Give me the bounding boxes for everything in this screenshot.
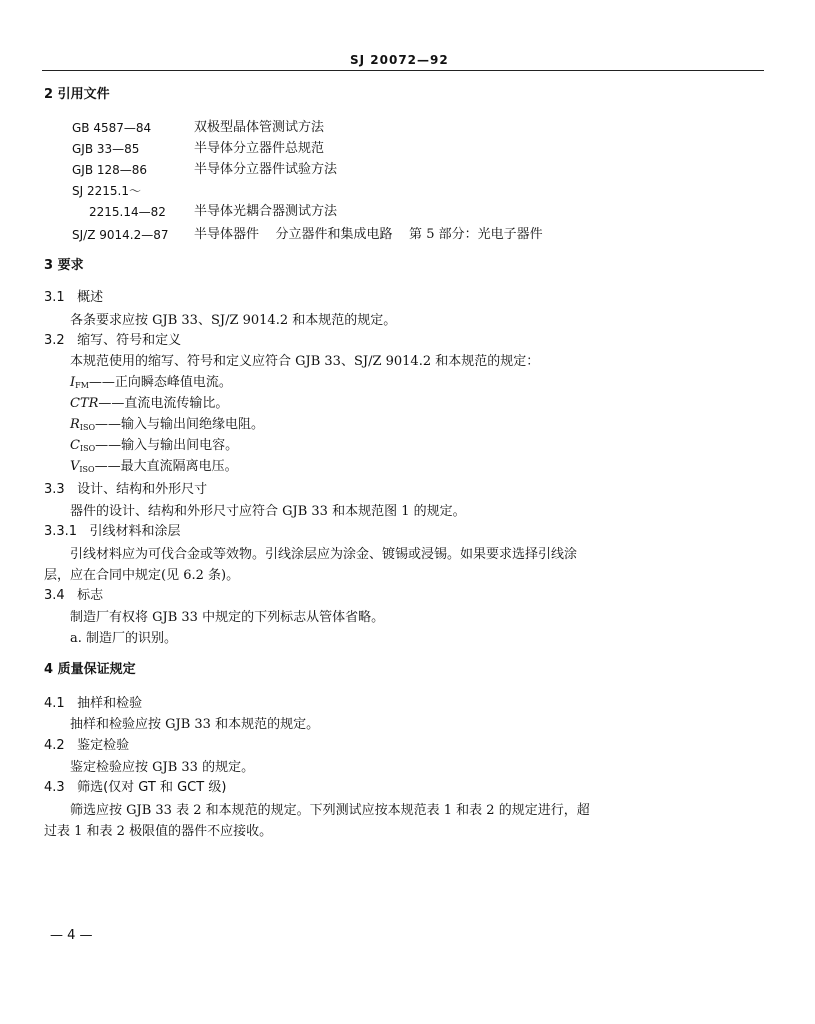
ref-code: 2215.14—82 (89, 205, 166, 219)
ref-code: SJ/Z 9014.2—87 (72, 228, 169, 242)
section-2-title: 2 引用文件 (44, 87, 110, 102)
ref-title: 半导体器件 分立器件和集成电路 第 5 部分：光电子器件 (194, 227, 543, 242)
heading-3-2: 3.2 缩写、符号和定义 (44, 333, 182, 348)
ref-code: GB 4587—84 (72, 121, 152, 135)
doc-number-header: SJ 20072—92 (350, 53, 449, 67)
ref-code: GJB 128—86 (72, 163, 148, 177)
paragraph: 器件的设计、结构和外形尺寸应符合 GJB 33 和本规范图 1 的规定。 (70, 504, 466, 519)
symbol: C (70, 438, 80, 453)
heading-4-1: 4.1 抽样和检验 (44, 696, 143, 711)
definition-text: ——正向瞬态峰值电流。 (88, 375, 232, 390)
section-3-title: 3 要求 (44, 258, 84, 273)
definition-text: ——最大直流隔离电压。 (94, 459, 238, 474)
paragraph: 鉴定检验应按 GJB 33 的规定。 (70, 760, 255, 775)
ref-title: 半导体分立器件试验方法 (194, 162, 338, 177)
ref-code: GJB 33—85 (72, 142, 140, 156)
heading-4-2: 4.2 鉴定检验 (44, 738, 130, 753)
symbol-subscript: FM (75, 381, 89, 390)
ref-title: 双极型晶体管测试方法 (194, 120, 325, 135)
section-4-title: 4 质量保证规定 (44, 662, 136, 677)
definition-text: ——输入与输出间绝缘电阻。 (95, 417, 265, 432)
definition-text: ——直流电流传输比。 (98, 396, 229, 411)
page-number: — 4 — (50, 928, 93, 943)
ref-title: 半导体光耦合器测试方法 (194, 204, 338, 219)
symbol-definition (70, 396, 228, 415)
symbol-definition (70, 375, 232, 394)
symbol: R (70, 417, 80, 432)
heading-3-3: 3.3 设计、结构和外形尺寸 (44, 482, 208, 497)
heading-4-3: 4.3 筛选(仅对 GT 和 GCT 级) (44, 780, 227, 795)
paragraph-continuation: 层，应在合同中规定(见 6.2 条)。 (44, 568, 240, 583)
symbol-subscript: ISO (79, 444, 96, 453)
heading-3-1: 3.1 概述 (44, 290, 104, 305)
symbol: I (70, 375, 76, 390)
list-item: a. 制造厂的识别。 (70, 631, 178, 646)
symbol: CTR (70, 396, 99, 411)
heading-3-4: 3.4 标志 (44, 588, 104, 603)
paragraph: 引线材料应为可伐合金或等效物。引线涂层应为涂金、镀锡或浸锡。如果要求选择引线涂 (70, 547, 578, 562)
paragraph: 制造厂有权将 GJB 33 中规定的下列标志从管体省略。 (70, 610, 385, 625)
paragraph: 抽样和检验应按 GJB 33 和本规范的规定。 (70, 717, 320, 732)
symbol-definition (70, 417, 264, 436)
paragraph-continuation: 过表 1 和表 2 极限值的器件不应接收。 (44, 824, 273, 839)
symbol-subscript: ISO (79, 465, 95, 474)
symbol-definition (70, 438, 238, 457)
paragraph: 本规范使用的缩写、符号和定义应符合 GJB 33、SJ/Z 9014.2 和本规范的规定： (70, 354, 540, 369)
ref-title: 半导体分立器件总规范 (194, 141, 325, 156)
symbol-subscript: ISO (79, 423, 95, 432)
heading-3-3-1: 3.3.1 引线材料和涂层 (44, 524, 181, 539)
header-rule (42, 70, 764, 71)
symbol: V (70, 459, 80, 474)
definition-text: ——输入与输出间电容。 (95, 438, 239, 453)
paragraph: 各条要求应按 GJB 33、SJ/Z 9014.2 和本规范的规定。 (70, 313, 397, 328)
symbol-definition (70, 459, 238, 478)
paragraph: 筛选应按 GJB 33 表 2 和本规范的规定。下列测试应按本规范表 1 和表 2 的规定进行，超 (70, 803, 590, 818)
ref-code: SJ 2215.1～ (72, 184, 141, 198)
